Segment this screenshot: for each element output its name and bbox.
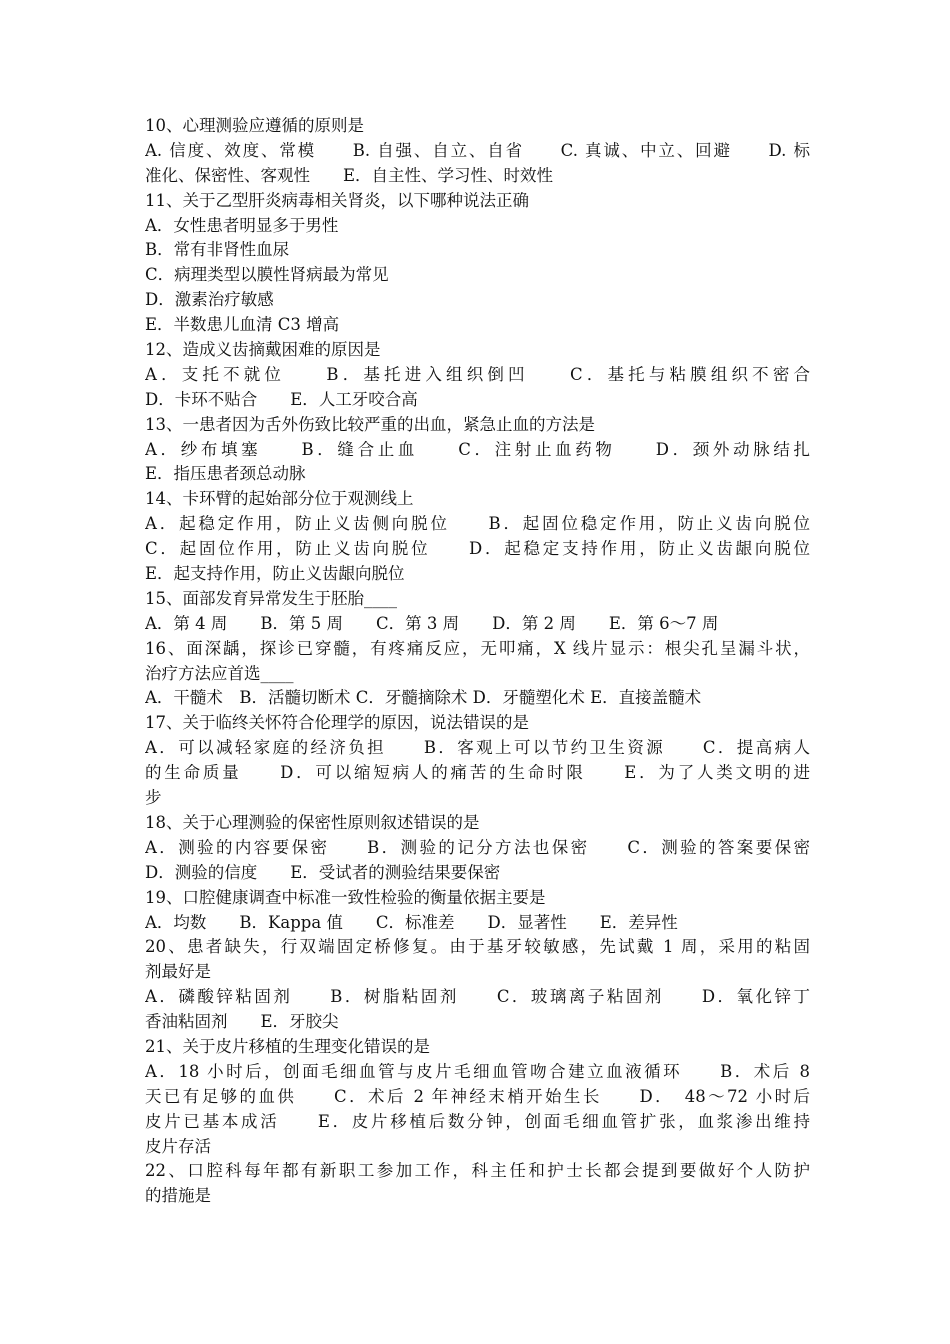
question-19-options: A．均数 B．Kappa 值 C．标准差 D．显著性 E．差异性	[145, 912, 678, 932]
question-10-options-line-2: 准化、保密性、客观性 E．自主性、学习性、时效性	[145, 165, 554, 185]
question-21-options-line-3: 皮片已基本成活 E．皮片移植后数分钟，创面毛细血管扩张，血浆渗出维持	[145, 1111, 810, 1131]
question-17-options-line-2: 的生命质量 D．可以缩短病人的痛苦的生命时限 E．为了人类文明的进	[145, 763, 810, 783]
question-17-options-line-1: A．可以减轻家庭的经济负担 B．客观上可以节约卫生资源 C．提高病人	[145, 738, 810, 758]
question-12-options-line-1: A．支托不就位 B．基托进入组织倒凹 C．基托与粘膜组织不密合	[145, 364, 810, 384]
question-18-options-line-2: D．测验的信度 E．受试者的测验结果要保密	[145, 862, 501, 882]
question-14-options-line-2: C．起固位作用，防止义齿向脱位 D．起稳定支持作用，防止义齿龈向脱位	[145, 539, 810, 559]
question-18-stem: 18、关于心理测验的保密性原则叙述错误的是	[145, 812, 480, 832]
question-21-options-line-1: A．18 小时后，创面毛细血管与皮片毛细血管吻合建立血液循环 B．术后 8	[145, 1061, 810, 1081]
question-13-options-line-1: A．纱布填塞 B．缝合止血 C．注射止血药物 D．颈外动脉结扎	[145, 439, 810, 459]
question-20-stem-line-2: 剂最好是	[145, 962, 211, 982]
question-11-option-e: E．半数患儿血清 C3 增高	[145, 315, 340, 335]
question-11-option-d: D．激素治疗敏感	[145, 290, 274, 310]
question-20-stem-line-1: 20、患者缺失，行双端固定桥修复。由于基牙较敏感，先试戴 1 周，采用的粘固	[145, 937, 810, 957]
question-15-stem: 15、面部发育异常发生于胚胎____	[145, 588, 397, 608]
question-21-options-line-2: 天已有足够的血供 C．术后 2 年神经末梢开始生长 D． 48～72 小时后	[145, 1086, 810, 1106]
question-11-option-a: A．女性患者明显多于男性	[145, 215, 339, 235]
question-16-options: A．干髓术 B．活髓切断术 C．牙髓摘除术 D．牙髓塑化术 E．直接盖髓术	[145, 688, 702, 708]
question-22-stem-line-2: 的措施是	[145, 1186, 211, 1206]
question-14-options-line-1: A．起稳定作用，防止义齿侧向脱位 B．起固位稳定作用，防止义齿向脱位	[145, 514, 810, 534]
question-17-options-line-3: 步	[145, 788, 162, 808]
question-20-options-line-2: 香油粘固剂 E．牙胶尖	[145, 1012, 339, 1032]
question-16-stem-line-2: 治疗方法应首选____	[145, 663, 294, 683]
document-page	[145, 114, 810, 1209]
question-21-stem: 21、关于皮片移植的生理变化错误的是	[145, 1036, 430, 1056]
question-16-stem-line-1: 16、面深龋，探诊已穿髓，有疼痛反应，无叩痛，X 线片显示：根尖孔呈漏斗状，	[145, 638, 810, 658]
question-20-options-line-1: A．磷酸锌粘固剂 B．树脂粘固剂 C．玻璃离子粘固剂 D．氧化锌丁	[145, 987, 810, 1007]
question-13-options-line-2: E．指压患者颈总动脉	[145, 464, 306, 484]
question-11-stem: 11、关于乙型肝炎病毒相关肾炎，以下哪种说法正确	[145, 190, 529, 210]
question-14-stem: 14、卡环臂的起始部分位于观测线上	[145, 489, 414, 509]
question-17-stem: 17、关于临终关怀符合伦理学的原因，说法错误的是	[145, 713, 529, 733]
question-13-stem: 13、一患者因为舌外伤致比较严重的出血，紧急止血的方法是	[145, 414, 595, 434]
question-11-option-c: C．病理类型以膜性肾病最为常见	[145, 265, 389, 285]
question-15-options: A．第 4 周 B．第 5 周 C．第 3 周 D．第 2 周 E．第 6～7 周	[145, 613, 719, 633]
question-18-options-line-1: A．测验的内容要保密 B．测验的记分方法也保密 C．测验的答案要保密	[145, 837, 810, 857]
question-19-stem: 19、口腔健康调查中标准一致性检验的衡量依据主要是	[145, 887, 546, 907]
question-12-stem: 12、造成义齿摘戴困难的原因是	[145, 340, 381, 360]
question-14-options-line-3: E．起支持作用，防止义齿龈向脱位	[145, 564, 405, 584]
question-11-option-b: B．常有非肾性血尿	[145, 240, 290, 260]
question-10-options-line-1: A. 信度、效度、常模 B. 自强、自立、自省 C. 真诚、中立、回避 D. 标	[145, 140, 810, 160]
question-12-options-line-2: D．卡环不贴合 E．人工牙咬合高	[145, 389, 418, 409]
question-10-stem: 10、心理测验应遵循的原则是	[145, 116, 364, 135]
question-22-stem-line-1: 22、口腔科每年都有新职工参加工作，科主任和护士长都会提到要做好个人防护	[145, 1161, 810, 1181]
question-21-options-line-4: 皮片存活	[145, 1136, 211, 1156]
